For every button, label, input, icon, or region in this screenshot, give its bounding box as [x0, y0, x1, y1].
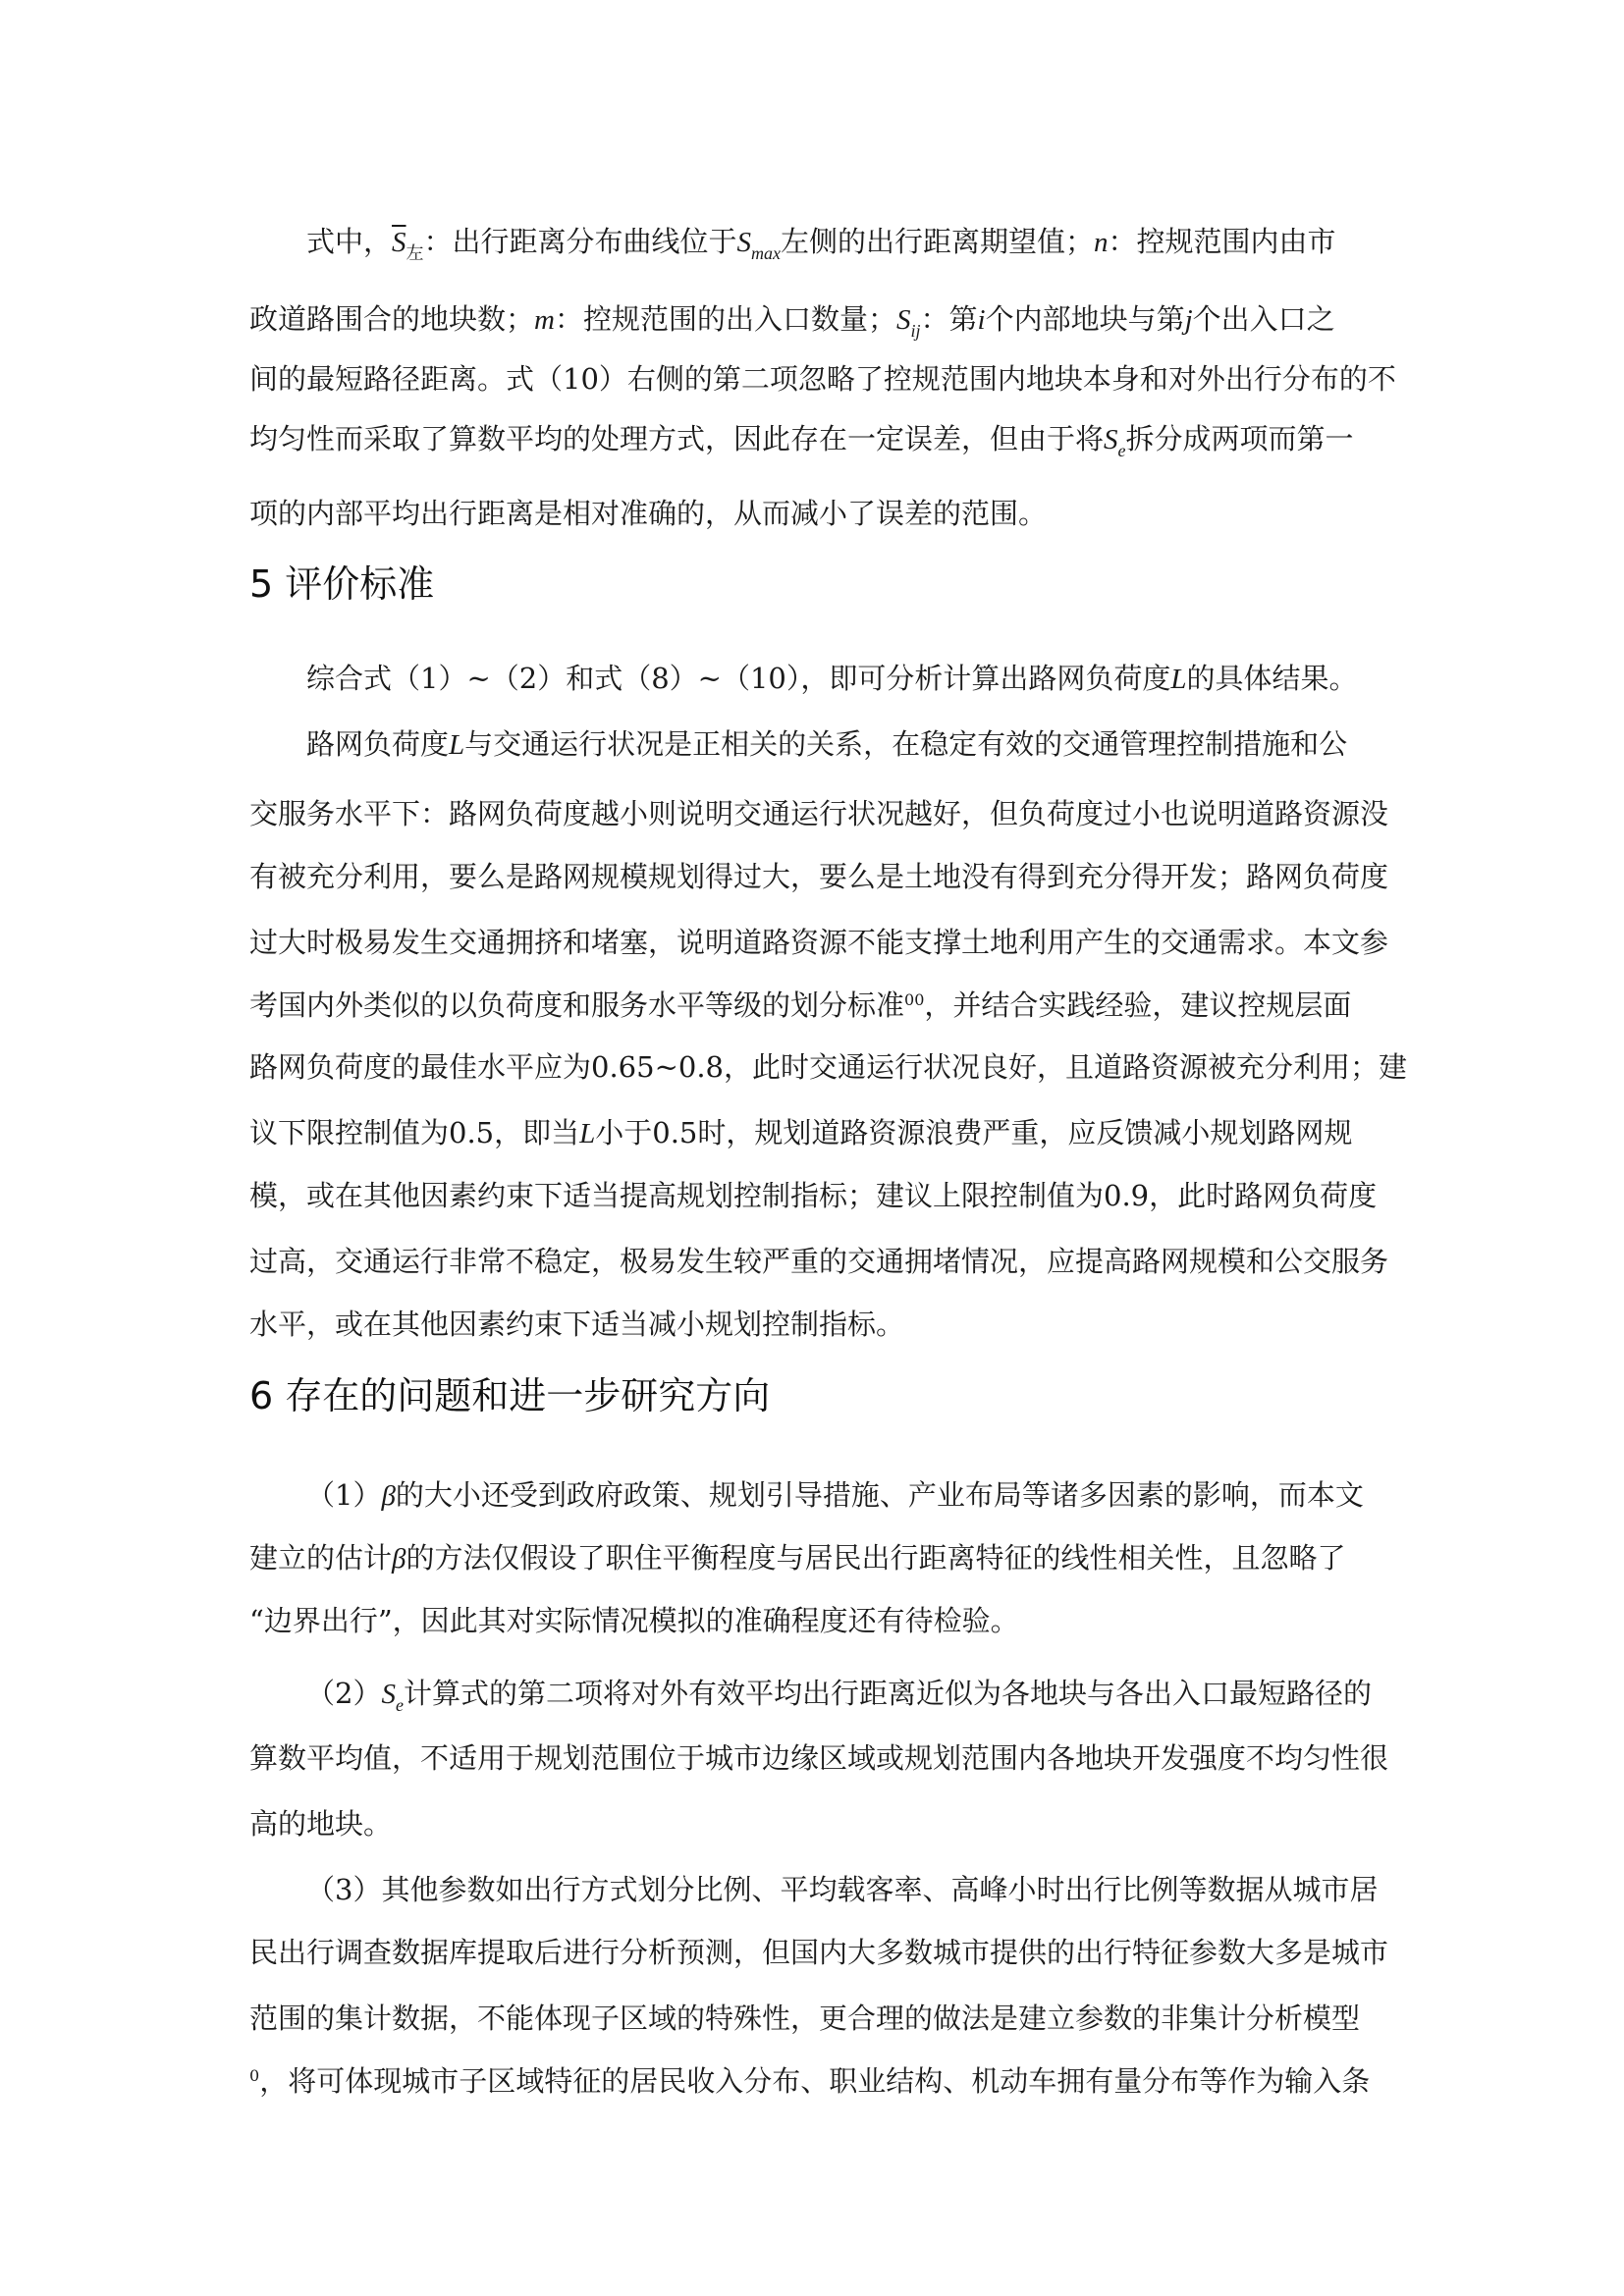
definition-line-4: 均匀性而采取了算数平均的处理方式，因此存在一定误差，但由于将$S_e$拆分成两项而第一: [249, 422, 1354, 460]
section-6-item-1-line-1: （1）β的大小还受到政府政策、规划引导措施、产业布局等诸多因素的影响，而本文: [306, 1478, 1364, 1512]
section-5-para-2-line-6: 路网负荷度的最佳水平应为0.65~0.8，此时交通运行状况良好，且道路资源被充分利用；建: [249, 1050, 1407, 1084]
section-6-item-3-line-4: $^0$，将可体现城市子区域特征的居民收入分布、职业结构、机动车拥有量分布等作为输入条: [249, 2064, 1371, 2098]
citation-ref: 0: [249, 2066, 260, 2085]
section-5-para-2-line-4: 过大时极易发生交通拥挤和堵塞，说明道路资源不能支撑土地利用产生的交通需求。本文参: [249, 926, 1389, 959]
section-6-item-3-line-3: 范围的集计数据，不能体现子区域的特殊性，更合理的做法是建立参数的非集计分析模型: [249, 2002, 1361, 2035]
section-6-item-2-line-3: 高的地块。: [249, 1807, 393, 1841]
section-5-para-2-line-3: 有被充分利用，要么是路网规模规划得过大，要么是土地没有得到充分得开发；路网负荷度: [249, 860, 1389, 893]
section-5-para-2-line-9: 过高，交通运行非常不稳定，极易发生较严重的交通拥堵情况，应提高路网规模和公交服务: [249, 1245, 1389, 1278]
section-6-item-3-line-1: （3）其他参数如出行方式划分比例、平均载客率、高峰小时出行比例等数据从城市居: [306, 1873, 1379, 1906]
section-5-para-1: 综合式（1）~（2）和式（8）~（10），即可分析计算出路网负荷度L的具体结果。: [306, 662, 1358, 695]
section-5-para-2-line-10: 水平，或在其他因素约束下适当减小规划控制指标。: [249, 1308, 905, 1341]
section-6-item-3-line-2: 民出行调查数据库提取后进行分析预测，但国内大多数城市提供的出行特征参数大多是城市: [249, 1936, 1389, 1969]
section-6-item-2-line-2: 算数平均值，不适用于规划范围位于城市边缘区域或规划范围内各地块开发强度不均匀性很: [249, 1741, 1389, 1775]
definition-line-3: 间的最短路径距离。式（10）右侧的第二项忽略了控规范围内地块本身和对外出行分布的不: [249, 362, 1396, 396]
section-6-item-1-line-2: 建立的估计β的方法仅假设了职住平衡程度与居民出行距离特征的线性相关性，且忽略了: [249, 1541, 1346, 1575]
section-5-para-2-line-2: 交服务水平下：路网负荷度越小则说明交通运行状况越好，但负荷度过小也说明道路资源没: [249, 797, 1389, 830]
section-5-para-2-line-1: 路网负荷度L与交通运行状况是正相关的关系，在稳定有效的交通管理控制措施和公: [306, 727, 1348, 761]
s-left-mean-symbol: $\overline{S}$: [392, 227, 406, 258]
section-6-item-1-line-3: “边界出行”，因此其对实际情况模拟的准确程度还有待检验。: [249, 1604, 1019, 1637]
section-5-para-2-line-5: 考国内外类似的以负荷度和服务水平等级的划分标准$^{00}$，并结合实践经验，建议控规层面: [249, 988, 1352, 1022]
section-5-para-2-line-7: 议下限控制值为0.5，即当L小于0.5时，规划道路资源浪费严重，应反馈减小规划路网规: [249, 1116, 1353, 1149]
section-5-heading: 5 评价标准: [249, 562, 435, 606]
section-6-item-2-line-1: $(2)S_e$计算式的第二项将对外有效平均出行距离近似为各地块与各出入口最短路径的: [306, 1677, 1372, 1715]
section-5-para-2-line-8: 模，或在其他因素约束下适当提高规划控制指标；建议上限控制值为0.9，此时路网负荷度: [249, 1179, 1378, 1212]
citation-ref: 00: [904, 990, 925, 1009]
section-6-heading: 6 存在的问题和进一步研究方向: [249, 1374, 771, 1417]
definition-line-2: 政道路围合的地块数；m：控规范围的出入口数量；$S_{ij}$：第i个内部地块与第j个出入口之: [249, 302, 1335, 341]
definition-line-1: 式中，$\overline{S}_左$：出行距离分布曲线位于$S_{max}$左侧的出行距离期望值；n：控规范围内由市: [306, 225, 1336, 264]
definition-line-5: 项的内部平均出行距离是相对准确的，从而减小了误差的范围。: [249, 497, 1048, 530]
